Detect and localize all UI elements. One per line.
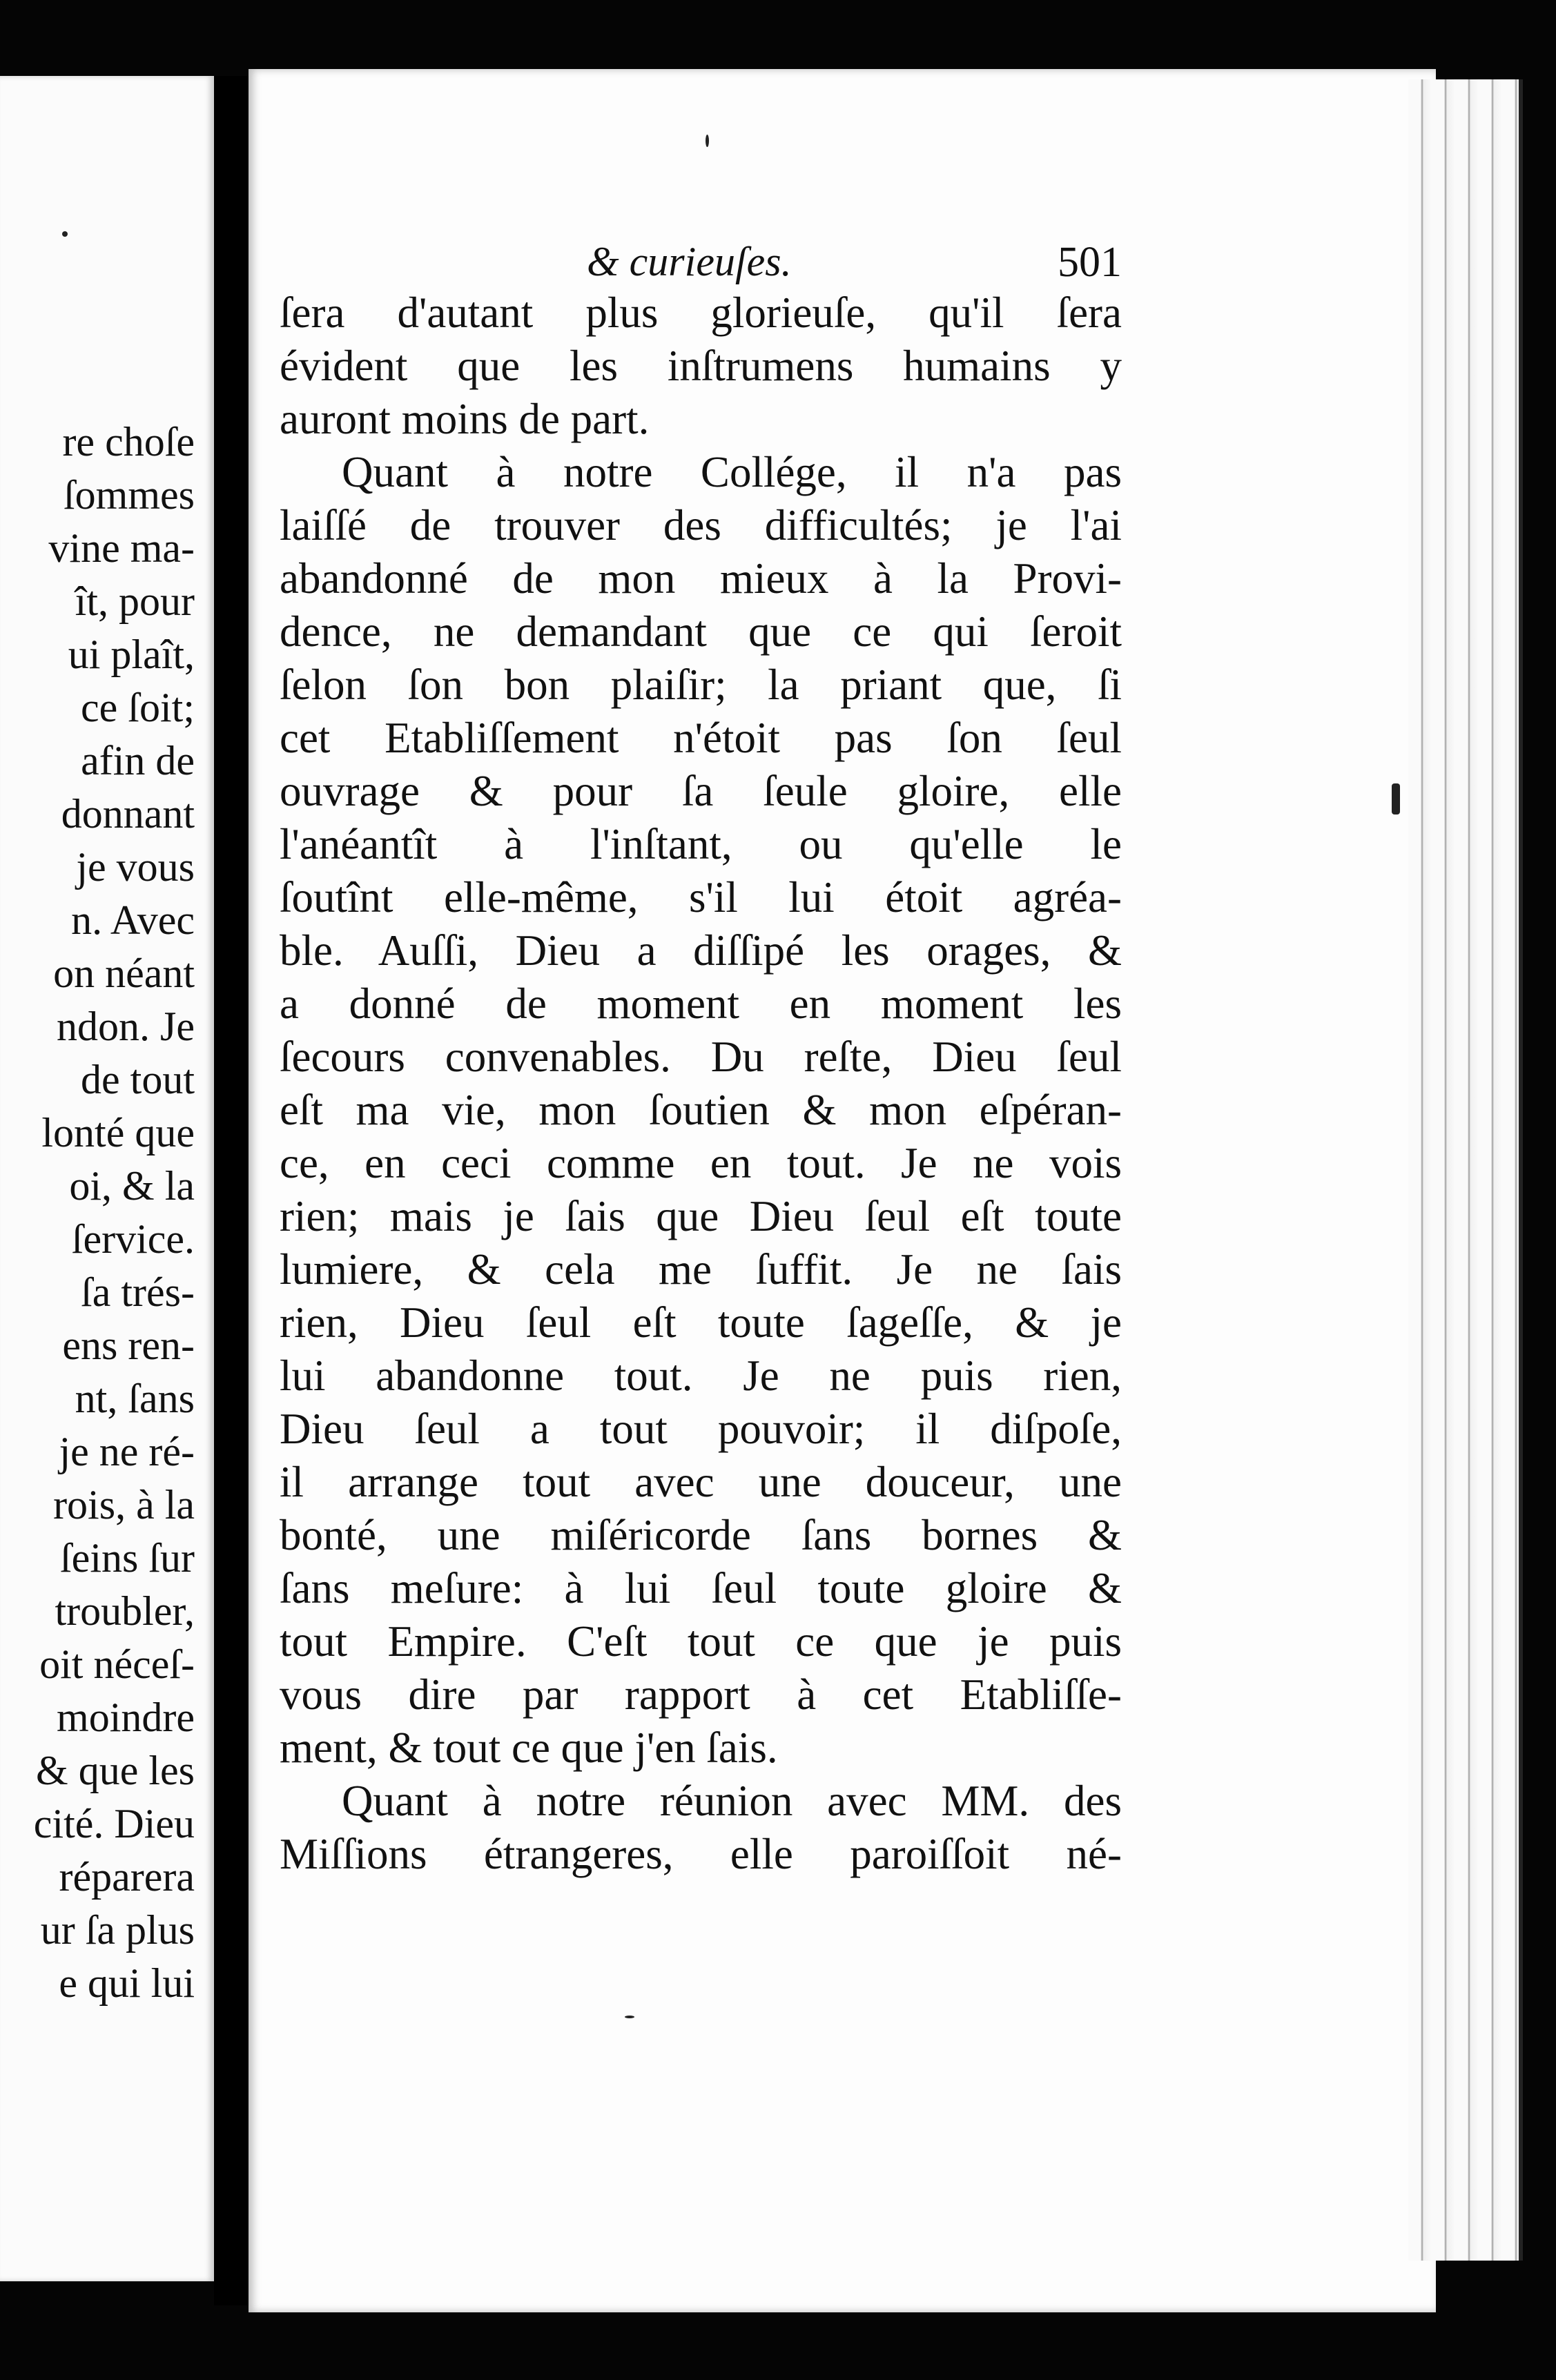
text-line: tout Empire. C'eſt tout ce que je puis [280,1617,1122,1666]
left-page-line: rois, à la [53,1482,195,1528]
left-page-line: je ne ré- [59,1429,195,1474]
left-page-line: ſommes [64,472,195,518]
left-page-line: lonté que [41,1110,195,1155]
text-line: ſoutînt elle-même, s'il lui étoit agréa- [280,873,1122,921]
text-line: ment, & tout ce que j'en ſais. [280,1724,778,1772]
left-page [0,76,214,2281]
left-page-line: vine ma- [48,525,195,571]
text-line: abandonné de mon mieux à la Provi- [280,554,1122,603]
text-line: Quant à notre réunion avec MM. des [342,1777,1122,1825]
left-page-line: & que les [36,1748,195,1793]
page-number: 501 [1058,239,1122,286]
text-line: Dieu ſeul a tout pouvoir; il diſpoſe, [280,1405,1122,1453]
left-page-line: ſervice. [71,1216,195,1262]
left-page-line: moindre [57,1695,195,1740]
left-page-line: donnant [61,791,195,837]
text-line: lumiere, & cela me ſuffit. Je ne ſais [280,1245,1122,1294]
running-title: & curieuſes. [587,239,792,284]
text-line: rien, Dieu ſeul eſt toute ſageſſe, & je [280,1298,1122,1347]
left-page-line: ît, pour [75,578,195,624]
text-line: cet Etabliſſement n'étoit pas ſon ſeul [280,714,1122,762]
left-page-line: re choſe [62,419,195,465]
text-line: ſelon ſon bon plaiſir; la priant que, ſi [280,661,1122,709]
left-page-line: ſa trés- [81,1269,195,1315]
left-page-line: n. Avec [71,897,195,943]
left-page-line: oi, & la [69,1163,195,1209]
text-line: vous dire par rapport à cet Etabliſſe- [280,1670,1122,1719]
text-line: ſera d'autant plus glorieuſe, qu'il ſera [280,289,1122,337]
left-page-line: cité. Dieu [33,1801,195,1846]
left-page-line: on néant [53,950,195,996]
text-line: il arrange tout avec une douceur, une [280,1458,1122,1506]
left-page-line: ſeins ſur [60,1535,195,1581]
text-line: ſecours convenables. Du reſte, Dieu ſeul [280,1033,1122,1081]
left-page-line: ce ſoit; [81,685,195,730]
book-gutter [214,76,249,2305]
text-line: Miſſions étrangeres, elle paroiſſoit né- [280,1830,1122,1878]
page-edges [1408,79,1523,2261]
text-line: l'anéantît à l'inſtant, ou qu'elle le [280,820,1122,868]
ink-speck [1392,783,1400,815]
text-line: dence, ne demandant que ce qui ſeroit [280,607,1122,656]
left-page-line: e qui lui [59,1960,195,2006]
text-line: laiſſé de trouver des difficultés; je l'ai [280,501,1122,549]
text-line: ce, en ceci comme en tout. Je ne vois [280,1139,1122,1187]
ink-speck [706,135,709,147]
left-page-line: nt, ſans [75,1376,195,1421]
text-line: bonté, une miſéricorde ſans bornes & [280,1511,1122,1559]
page-body [280,286,1122,1881]
left-page-line: je vous [76,844,195,890]
left-page-line: ens ren- [62,1323,195,1368]
text-line: lui abandonne tout. Je ne puis rien, [280,1352,1122,1400]
ink-speck [62,231,68,237]
left-page-line: troubler, [55,1588,195,1634]
text-line: ſans meſure: à lui ſeul toute gloire & [280,1564,1122,1612]
text-line: Quant à notre Collége, il n'a pas [342,448,1122,496]
left-page-line: ndon. Je [57,1004,195,1049]
page-header [249,238,1122,293]
left-page-line: ur ſa plus [40,1907,195,1953]
text-line: ble. Auſſi, Dieu a diſſipé les orages, & [280,926,1122,975]
text-line: rien; mais je ſais que Dieu ſeul eſt toute [280,1192,1122,1240]
left-page-line: de tout [81,1057,195,1102]
left-page-line: réparera [59,1854,195,1900]
text-line: ouvrage & pour ſa ſeule gloire, elle [280,767,1122,815]
text-line: a donné de moment en moment les [280,979,1122,1028]
ink-speck [625,2016,634,2018]
text-line: auront moins de part. [280,395,650,443]
left-page-line: ui plaît, [68,632,195,677]
left-page-line: afin de [81,738,195,783]
text-line: eſt ma vie, mon ſoutien & mon eſpéran- [280,1086,1122,1134]
text-line: évident que les inſtrumens humains y [280,342,1122,390]
left-page-line: oit néceſ- [39,1641,195,1687]
